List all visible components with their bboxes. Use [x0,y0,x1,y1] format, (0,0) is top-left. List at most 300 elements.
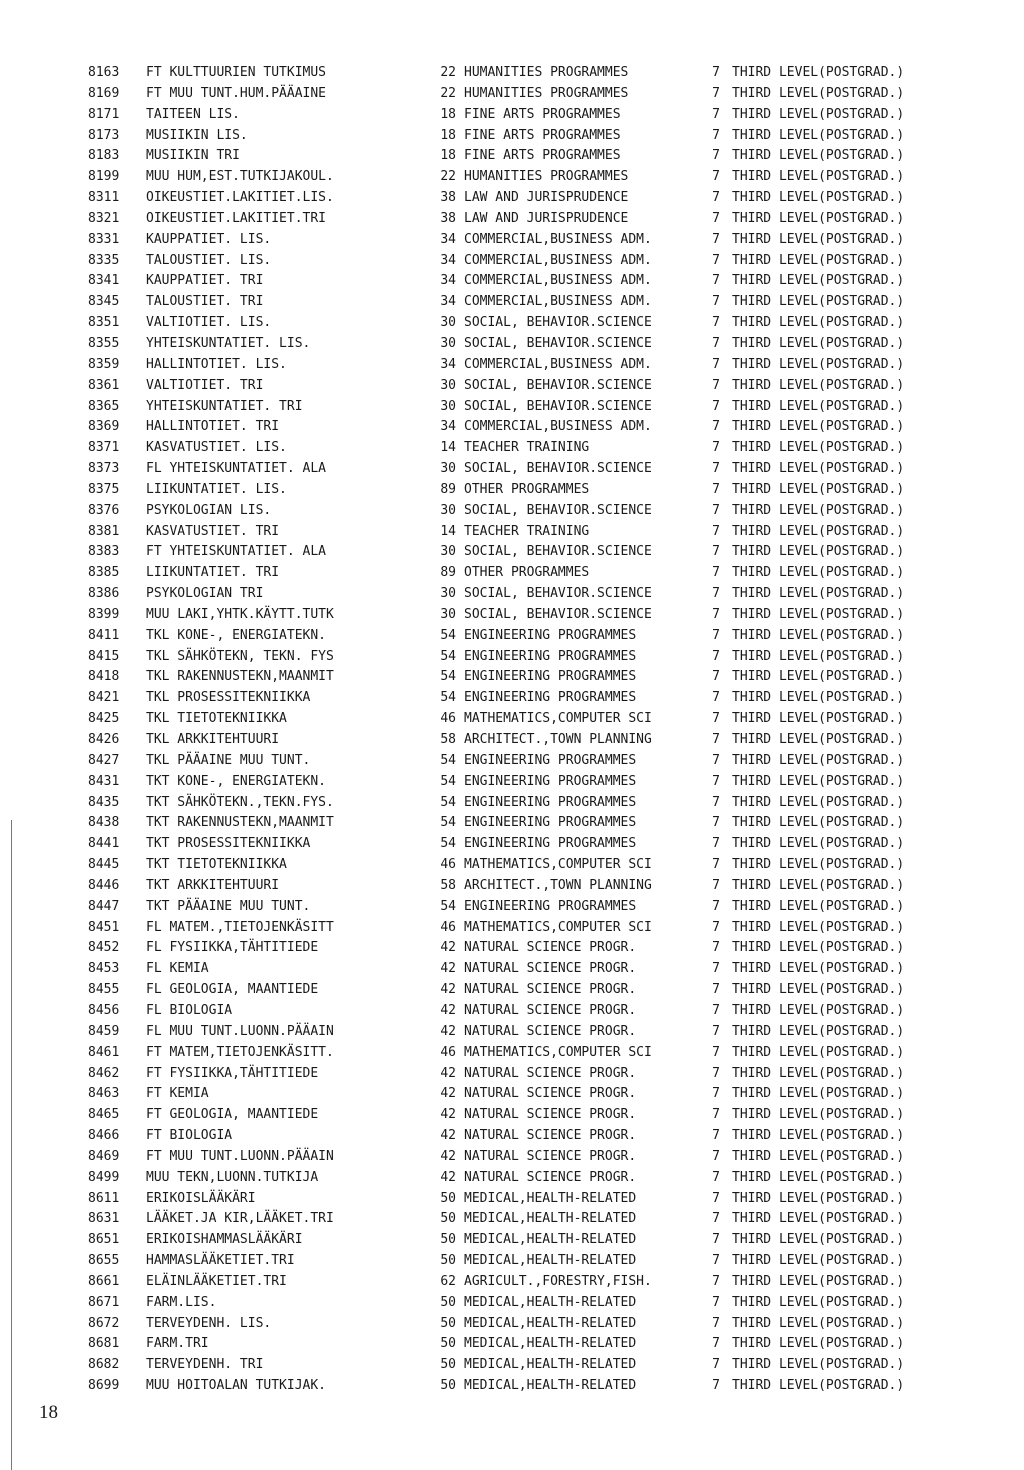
qualification-code: 8418 [88,669,120,685]
level-name: THIRD LEVEL(POSTGRAD.) [732,127,905,143]
field-code: 38 [440,210,456,226]
level-name: THIRD LEVEL(POSTGRAD.) [732,648,905,664]
qualification-code: 8682 [88,1357,120,1373]
field-name: ENGINEERING PROGRAMMES [464,627,637,643]
list-item [88,1376,988,1397]
qualification-code: 8672 [88,1315,120,1331]
level-name: THIRD LEVEL(POSTGRAD.) [732,1190,905,1206]
level-name: THIRD LEVEL(POSTGRAD.) [732,440,905,456]
list-item [88,584,988,605]
field-code: 42 [440,1065,456,1081]
qualification-name: MUU HUM,EST.TUTKIJAKOUL. [146,169,334,185]
field-code: 14 [440,440,456,456]
qualification-code: 8355 [88,335,120,351]
level-name: THIRD LEVEL(POSTGRAD.) [732,940,905,956]
level-code: 7 [712,606,720,622]
qualification-code: 8376 [88,502,120,518]
level-name: THIRD LEVEL(POSTGRAD.) [732,210,905,226]
field-name: ARCHITECT.,TOWN PLANNING [464,877,652,893]
list-item [88,209,988,230]
qualification-code: 8359 [88,356,120,372]
qualification-code: 8425 [88,711,120,727]
list-item [88,938,988,959]
qualification-code: 8452 [88,940,120,956]
qualification-code: 8681 [88,1336,120,1352]
level-name: THIRD LEVEL(POSTGRAD.) [732,294,905,310]
field-code: 89 [440,565,456,581]
level-name: THIRD LEVEL(POSTGRAD.) [732,1065,905,1081]
list-item [88,1105,988,1126]
field-name: SOCIAL, BEHAVIOR.SCIENCE [464,398,652,414]
field-code: 22 [440,169,456,185]
field-code: 34 [440,252,456,268]
field-code: 18 [440,106,456,122]
field-code: 50 [440,1294,456,1310]
level-name: THIRD LEVEL(POSTGRAD.) [732,669,905,685]
level-code: 7 [712,190,720,206]
list-item [88,1147,988,1168]
level-name: THIRD LEVEL(POSTGRAD.) [732,919,905,935]
list-item [88,522,988,543]
qualification-name: TKT ARKKITEHTUURI [146,877,280,893]
list-item [88,1230,988,1251]
field-name: SOCIAL, BEHAVIOR.SCIENCE [464,335,652,351]
qualification-name: TKL PÄÄAINE MUU TUNT. [146,752,311,768]
field-name: ENGINEERING PROGRAMMES [464,898,637,914]
level-code: 7 [712,315,720,331]
qualification-code: 8383 [88,544,120,560]
field-name: COMMERCIAL,BUSINESS ADM. [464,356,652,372]
qualification-name: YHTEISKUNTATIET. TRI [146,398,303,414]
field-name: MEDICAL,HEALTH-RELATED [464,1253,637,1269]
level-name: THIRD LEVEL(POSTGRAD.) [732,65,905,80]
qualification-code: 8311 [88,190,120,206]
list-item [88,626,988,647]
level-code: 7 [712,898,720,914]
level-code: 7 [712,648,720,664]
level-code: 7 [712,690,720,706]
level-name: THIRD LEVEL(POSTGRAD.) [732,627,905,643]
level-name: THIRD LEVEL(POSTGRAD.) [732,1357,905,1373]
qualification-code: 8431 [88,773,120,789]
level-code: 7 [712,106,720,122]
list-item [88,397,988,418]
qualification-name: FL KEMIA [146,961,209,977]
level-name: THIRD LEVEL(POSTGRAD.) [732,252,905,268]
field-name: ARCHITECT.,TOWN PLANNING [464,732,652,747]
qualification-name: MUU HOITOALAN TUTKIJAK. [146,1378,327,1394]
level-name: THIRD LEVEL(POSTGRAD.) [732,794,905,810]
qualification-name: TERVEYDENH. TRI [146,1357,264,1373]
qualification-name: ERIKOISHAMMASLÄÄKÄRI [146,1232,303,1248]
level-name: THIRD LEVEL(POSTGRAD.) [732,315,905,331]
field-name: OTHER PROGRAMMES [464,565,590,581]
qualification-name: TERVEYDENH. LIS. [146,1315,272,1331]
level-code: 7 [712,523,720,539]
qualification-name: LIIKUNTATIET. LIS. [146,481,287,497]
qualification-name: PSYKOLOGIAN TRI [146,586,264,602]
field-name: FINE ARTS PROGRAMMES [464,106,621,122]
field-name: ENGINEERING PROGRAMMES [464,773,637,789]
field-name: ENGINEERING PROGRAMMES [464,669,637,685]
qualification-name: OIKEUSTIET.LAKITIET.TRI [146,210,327,226]
list-item [88,334,988,355]
level-name: THIRD LEVEL(POSTGRAD.) [732,732,905,747]
field-code: 54 [440,815,456,831]
level-name: THIRD LEVEL(POSTGRAD.) [732,982,905,998]
field-name: MEDICAL,HEALTH-RELATED [464,1357,637,1373]
level-name: THIRD LEVEL(POSTGRAD.) [732,752,905,768]
field-name: MEDICAL,HEALTH-RELATED [464,1190,637,1206]
list-item [88,1168,988,1189]
qualification-name: FARM.LIS. [146,1294,217,1310]
list-item [88,417,988,438]
qualification-name: FT KULTTUURIEN TUTKIMUS [146,65,327,80]
field-name: NATURAL SCIENCE PROGR. [464,940,637,956]
field-code: 34 [440,273,456,289]
qualification-code: 8385 [88,565,120,581]
level-name: THIRD LEVEL(POSTGRAD.) [732,1253,905,1269]
field-name: NATURAL SCIENCE PROGR. [464,1023,637,1039]
qualification-name: KAUPPATIET. LIS. [146,231,272,247]
level-name: THIRD LEVEL(POSTGRAD.) [732,461,905,477]
level-name: THIRD LEVEL(POSTGRAD.) [732,961,905,977]
list-item [88,1355,988,1376]
qualification-code: 8661 [88,1273,120,1289]
qualification-name: TKT RAKENNUSTEKN,MAANMIT [146,815,334,831]
qualification-name: TKT KONE-, ENERGIATEKN. [146,773,327,789]
field-name: COMMERCIAL,BUSINESS ADM. [464,273,652,289]
list-item [88,1022,988,1043]
list-item [88,1314,988,1335]
qualification-name: MUU LAKI,YHTK.KÄYTT.TUTK [146,606,334,622]
level-name: THIRD LEVEL(POSTGRAD.) [732,1315,905,1331]
field-name: NATURAL SCIENCE PROGR. [464,1148,637,1164]
field-name: SOCIAL, BEHAVIOR.SCIENCE [464,377,652,393]
qualification-code: 8461 [88,1044,120,1060]
field-name: FINE ARTS PROGRAMMES [464,127,621,143]
level-code: 7 [712,398,720,414]
qualification-code: 8163 [88,65,120,80]
qualification-name: KASVATUSTIET. LIS. [146,440,287,456]
level-code: 7 [712,877,720,893]
level-code: 7 [712,940,720,956]
qualification-code: 8375 [88,481,120,497]
level-code: 7 [712,544,720,560]
qualification-name: TKL ARKKITEHTUURI [146,732,280,747]
qualification-name: TKL SÄHKÖTEKN, TEKN. FYS [146,648,334,664]
field-code: 30 [440,502,456,518]
field-code: 54 [440,898,456,914]
level-name: THIRD LEVEL(POSTGRAD.) [732,377,905,393]
field-name: SOCIAL, BEHAVIOR.SCIENCE [464,586,652,602]
level-code: 7 [712,1128,720,1144]
qualification-name: TKL RAKENNUSTEKN,MAANMIT [146,669,334,685]
field-name: NATURAL SCIENCE PROGR. [464,1002,637,1018]
field-code: 42 [440,961,456,977]
list-item [88,772,988,793]
qualification-name: TKL TIETOTEKNIIKKA [146,711,287,727]
level-name: THIRD LEVEL(POSTGRAD.) [732,398,905,414]
level-name: THIRD LEVEL(POSTGRAD.) [732,148,905,164]
qualification-code: 8459 [88,1023,120,1039]
field-name: MEDICAL,HEALTH-RELATED [464,1378,637,1394]
qualification-name: MUSIIKIN TRI [146,148,240,164]
list-item [88,146,988,167]
level-code: 7 [712,982,720,998]
level-name: THIRD LEVEL(POSTGRAD.) [732,773,905,789]
qualification-code: 8462 [88,1065,120,1081]
qualification-code: 8373 [88,461,120,477]
field-name: COMMERCIAL,BUSINESS ADM. [464,294,652,310]
field-code: 18 [440,148,456,164]
level-code: 7 [712,586,720,602]
qualification-code: 8421 [88,690,120,706]
level-code: 7 [712,1002,720,1018]
level-name: THIRD LEVEL(POSTGRAD.) [732,190,905,206]
field-code: 30 [440,335,456,351]
list-item [88,105,988,126]
field-code: 30 [440,606,456,622]
level-code: 7 [712,335,720,351]
list-item [88,647,988,668]
field-code: 30 [440,398,456,414]
field-name: ENGINEERING PROGRAMMES [464,752,637,768]
qualification-code: 8455 [88,982,120,998]
field-code: 42 [440,1128,456,1144]
qualification-name: FT YHTEISKUNTATIET. ALA [146,544,327,560]
level-code: 7 [712,148,720,164]
list-item [88,834,988,855]
level-name: THIRD LEVEL(POSTGRAD.) [732,1336,905,1352]
field-name: LAW AND JURISPRUDENCE [464,210,629,226]
qualification-name: PSYKOLOGIAN LIS. [146,502,272,518]
field-name: NATURAL SCIENCE PROGR. [464,982,637,998]
level-name: THIRD LEVEL(POSTGRAD.) [732,815,905,831]
qualification-code: 8399 [88,606,120,622]
field-code: 62 [440,1273,456,1289]
level-name: THIRD LEVEL(POSTGRAD.) [732,106,905,122]
qualification-name: FT KEMIA [146,1086,209,1102]
level-code: 7 [712,711,720,727]
level-name: THIRD LEVEL(POSTGRAD.) [732,523,905,539]
field-name: ENGINEERING PROGRAMMES [464,794,637,810]
qualification-name: LÄÄKET.JA KIR,LÄÄKET.TRI [146,1211,334,1227]
qualification-code: 8463 [88,1086,120,1102]
field-code: 22 [440,85,456,101]
field-name: NATURAL SCIENCE PROGR. [464,1107,637,1123]
field-code: 54 [440,669,456,685]
level-name: THIRD LEVEL(POSTGRAD.) [732,502,905,518]
level-code: 7 [712,1357,720,1373]
level-code: 7 [712,356,720,372]
level-name: THIRD LEVEL(POSTGRAD.) [732,857,905,873]
level-code: 7 [712,565,720,581]
field-code: 30 [440,461,456,477]
qualification-code: 8341 [88,273,120,289]
field-name: MEDICAL,HEALTH-RELATED [464,1232,637,1248]
field-name: SOCIAL, BEHAVIOR.SCIENCE [464,502,652,518]
field-name: NATURAL SCIENCE PROGR. [464,1169,637,1185]
qualification-code: 8435 [88,794,120,810]
level-code: 7 [712,794,720,810]
field-code: 54 [440,690,456,706]
level-name: THIRD LEVEL(POSTGRAD.) [732,273,905,289]
level-name: THIRD LEVEL(POSTGRAD.) [732,544,905,560]
field-name: NATURAL SCIENCE PROGR. [464,1065,637,1081]
level-code: 7 [712,627,720,643]
level-code: 7 [712,127,720,143]
level-name: THIRD LEVEL(POSTGRAD.) [732,898,905,914]
level-code: 7 [712,752,720,768]
field-code: 22 [440,65,456,80]
list-item [88,897,988,918]
qualification-code: 8371 [88,440,120,456]
field-code: 42 [440,1148,456,1164]
list-item [88,126,988,147]
field-code: 46 [440,919,456,935]
field-name: ENGINEERING PROGRAMMES [464,815,637,831]
qualification-name: FT MATEM,TIETOJENKÄSITT. [146,1044,334,1060]
level-name: THIRD LEVEL(POSTGRAD.) [732,419,905,435]
level-code: 7 [712,857,720,873]
level-name: THIRD LEVEL(POSTGRAD.) [732,690,905,706]
field-code: 50 [440,1378,456,1394]
level-name: THIRD LEVEL(POSTGRAD.) [732,1002,905,1018]
qualification-name: FT FYSIIKKA,TÄHTITIEDE [146,1065,319,1081]
qualification-name: HAMMASLÄÄKETIET.TRI [146,1253,295,1269]
level-name: THIRD LEVEL(POSTGRAD.) [732,481,905,497]
qualification-name: TKT PÄÄAINE MUU TUNT. [146,898,311,914]
qualification-code: 8321 [88,210,120,226]
field-code: 30 [440,377,456,393]
level-code: 7 [712,461,720,477]
level-name: THIRD LEVEL(POSTGRAD.) [732,1232,905,1248]
level-name: THIRD LEVEL(POSTGRAD.) [732,335,905,351]
level-name: THIRD LEVEL(POSTGRAD.) [732,1211,905,1227]
qualification-name: TAITEEN LIS. [146,106,240,122]
qualification-code: 8415 [88,648,120,664]
list-item [88,1334,988,1355]
qualification-name: ERIKOISLÄÄKÄRI [146,1190,256,1206]
list-item [88,271,988,292]
field-code: 50 [440,1357,456,1373]
qualification-code: 8381 [88,523,120,539]
qualification-name: FARM.TRI [146,1336,209,1352]
list-item [88,188,988,209]
qualification-code: 8351 [88,315,120,331]
list-item [88,1251,988,1272]
list-item [88,376,988,397]
list-item [88,855,988,876]
field-code: 50 [440,1315,456,1331]
field-name: ENGINEERING PROGRAMMES [464,836,637,852]
qualification-name: FL BIOLOGIA [146,1002,233,1018]
level-name: THIRD LEVEL(POSTGRAD.) [732,1148,905,1164]
qualification-name: FT MUU TUNT.LUONN.PÄÄAIN [146,1148,334,1164]
level-code: 7 [712,1148,720,1164]
level-code: 7 [712,502,720,518]
level-code: 7 [712,669,720,685]
field-code: 54 [440,627,456,643]
qualification-code: 8466 [88,1128,120,1144]
field-code: 34 [440,419,456,435]
level-code: 7 [712,1232,720,1248]
list-item [88,313,988,334]
list-item [88,292,988,313]
list-item [88,63,988,84]
qualification-code: 8456 [88,1002,120,1018]
field-name: MEDICAL,HEALTH-RELATED [464,1294,637,1310]
level-name: THIRD LEVEL(POSTGRAD.) [732,169,905,185]
qualification-name: FT MUU TUNT.HUM.PÄÄAINE [146,85,327,101]
field-name: HUMANITIES PROGRAMMES [464,85,629,101]
list-item [88,980,988,1001]
qualification-name: TKT TIETOTEKNIIKKA [146,857,287,873]
list-item [88,251,988,272]
field-name: ENGINEERING PROGRAMMES [464,648,637,664]
qualification-name: MUU TEKN,LUONN.TUTKIJA [146,1169,319,1185]
level-code: 7 [712,773,720,789]
level-code: 7 [712,377,720,393]
field-name: MEDICAL,HEALTH-RELATED [464,1315,637,1331]
qualification-code: 8411 [88,627,120,643]
level-name: THIRD LEVEL(POSTGRAD.) [732,1128,905,1144]
level-name: THIRD LEVEL(POSTGRAD.) [732,606,905,622]
level-code: 7 [712,1211,720,1227]
qualification-code: 8331 [88,231,120,247]
field-code: 38 [440,190,456,206]
level-code: 7 [712,419,720,435]
qualification-name: MUSIIKIN LIS. [146,127,248,143]
level-name: THIRD LEVEL(POSTGRAD.) [732,565,905,581]
level-name: THIRD LEVEL(POSTGRAD.) [732,1294,905,1310]
field-name: NATURAL SCIENCE PROGR. [464,1086,637,1102]
field-name: ENGINEERING PROGRAMMES [464,690,637,706]
level-name: THIRD LEVEL(POSTGRAD.) [732,711,905,727]
field-code: 50 [440,1211,456,1227]
list-item [88,167,988,188]
level-name: THIRD LEVEL(POSTGRAD.) [732,85,905,101]
field-code: 50 [440,1190,456,1206]
qualification-code: 8171 [88,106,120,122]
field-name: HUMANITIES PROGRAMMES [464,169,629,185]
level-code: 7 [712,1294,720,1310]
field-name: MATHEMATICS,COMPUTER SCI [464,857,652,873]
level-name: THIRD LEVEL(POSTGRAD.) [732,586,905,602]
level-code: 7 [712,815,720,831]
qualification-code: 8386 [88,586,120,602]
field-code: 46 [440,857,456,873]
qualification-code: 8465 [88,1107,120,1123]
list-item [88,480,988,501]
qualification-code: 8447 [88,898,120,914]
field-name: OTHER PROGRAMMES [464,481,590,497]
field-code: 30 [440,315,456,331]
qualification-name: HALLINTOTIET. TRI [146,419,280,435]
list-item [88,688,988,709]
list-item [88,355,988,376]
qualification-code: 8445 [88,857,120,873]
qualification-name: TKL KONE-, ENERGIATEKN. [146,627,327,643]
list-item [88,438,988,459]
list-item [88,918,988,939]
qualification-name: TALOUSTIET. LIS. [146,252,272,268]
qualification-name: TKT PROSESSITEKNIIKKA [146,836,311,852]
field-code: 42 [440,982,456,998]
level-code: 7 [712,65,720,80]
level-code: 7 [712,169,720,185]
